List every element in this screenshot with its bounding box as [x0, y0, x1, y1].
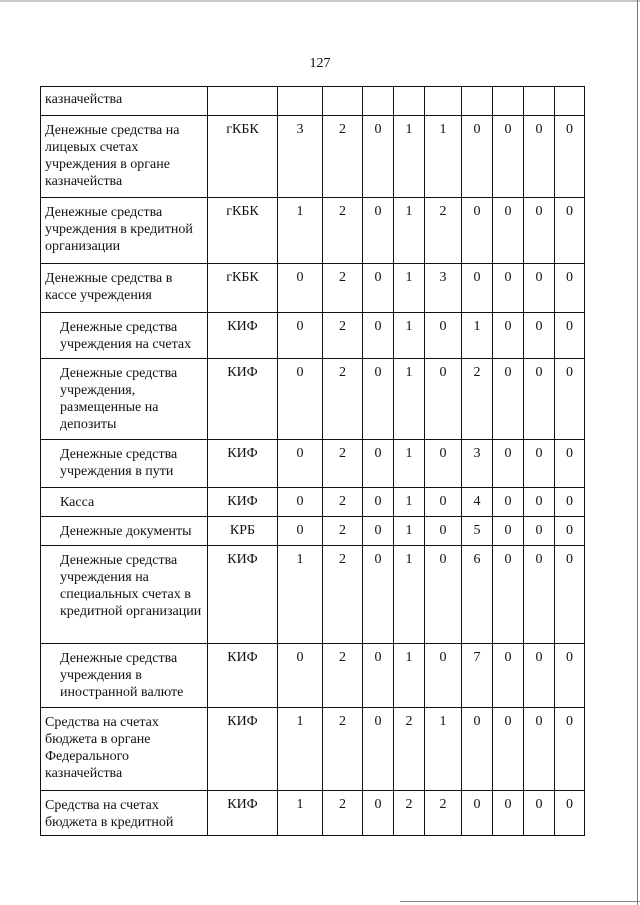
digit-cell: [493, 87, 524, 116]
digit-cell: 1: [462, 313, 493, 359]
digit-cell: 0: [278, 440, 323, 488]
digit-cell: 0: [462, 791, 493, 836]
digit-cell: 0: [278, 313, 323, 359]
digit-cell: 0: [524, 264, 555, 313]
page-top-edge: [0, 0, 640, 2]
digit-cell: 1: [278, 791, 323, 836]
digit-cell: 0: [524, 644, 555, 708]
row-code: гКБК: [208, 198, 278, 264]
digit-cell: 1: [394, 440, 425, 488]
digit-cell: 0: [524, 198, 555, 264]
digit-cell: 2: [323, 313, 363, 359]
digit-cell: 1: [394, 359, 425, 440]
digit-cell: 0: [278, 488, 323, 517]
digit-cell: 0: [425, 440, 462, 488]
digit-cell: 0: [493, 517, 524, 546]
digit-cell: 0: [493, 546, 524, 644]
digit-cell: 1: [394, 488, 425, 517]
digit-cell: 1: [394, 517, 425, 546]
digit-cell: 0: [493, 440, 524, 488]
digit-cell: 0: [493, 359, 524, 440]
row-code: КИФ: [208, 644, 278, 708]
digit-cell: [425, 87, 462, 116]
digit-cell: 1: [394, 644, 425, 708]
digit-cell: 0: [363, 116, 394, 198]
digit-cell: 0: [555, 313, 585, 359]
accounts-table: [40, 86, 585, 836]
digit-cell: 2: [323, 791, 363, 836]
digit-cell: 1: [278, 708, 323, 791]
digit-cell: 0: [278, 517, 323, 546]
row-name: Денежные средства учреждения в иностранной валюте: [41, 644, 208, 708]
digit-cell: 1: [425, 708, 462, 791]
digit-cell: 0: [555, 644, 585, 708]
digit-cell: 0: [493, 488, 524, 517]
digit-cell: [278, 87, 323, 116]
digit-cell: 2: [323, 708, 363, 791]
digit-cell: 2: [323, 517, 363, 546]
digit-cell: 0: [363, 359, 394, 440]
digit-cell: 0: [363, 198, 394, 264]
row-name: Денежные документы: [41, 517, 208, 546]
digit-cell: 2: [323, 359, 363, 440]
digit-cell: 0: [555, 198, 585, 264]
digit-cell: 0: [555, 116, 585, 198]
digit-cell: 0: [524, 359, 555, 440]
digit-cell: 0: [363, 517, 394, 546]
digit-cell: 2: [394, 791, 425, 836]
digit-cell: 2: [394, 708, 425, 791]
row-code: КИФ: [208, 313, 278, 359]
digit-cell: 1: [278, 198, 323, 264]
row-name: Денежные средства учреждения на специальных счетах в кредитной организации: [41, 546, 208, 644]
digit-cell: 0: [425, 488, 462, 517]
row-name: Касса: [41, 488, 208, 517]
table-row: [41, 517, 585, 546]
digit-cell: 0: [493, 644, 524, 708]
digit-cell: 0: [555, 517, 585, 546]
digit-cell: 0: [493, 116, 524, 198]
table-row: [41, 791, 585, 836]
row-name: Денежные средства на лицевых счетах учреждения в органе казначейства: [41, 116, 208, 198]
digit-cell: [323, 87, 363, 116]
digit-cell: 0: [524, 546, 555, 644]
digit-cell: 0: [462, 198, 493, 264]
row-name: Средства на счетах бюджета в кредитной: [41, 791, 208, 836]
digit-cell: 2: [425, 791, 462, 836]
digit-cell: 7: [462, 644, 493, 708]
digit-cell: 0: [278, 644, 323, 708]
table-row: [41, 359, 585, 440]
digit-cell: 0: [524, 440, 555, 488]
digit-cell: 1: [425, 116, 462, 198]
digit-cell: 0: [425, 644, 462, 708]
table-row: [41, 87, 585, 116]
row-code: КРБ: [208, 517, 278, 546]
digit-cell: 0: [524, 517, 555, 546]
digit-cell: 1: [394, 116, 425, 198]
digit-cell: 2: [323, 440, 363, 488]
digit-cell: 1: [394, 546, 425, 644]
digit-cell: [462, 87, 493, 116]
digit-cell: 1: [278, 546, 323, 644]
digit-cell: 3: [462, 440, 493, 488]
row-name: Денежные средства учреждения в кредитной организации: [41, 198, 208, 264]
digit-cell: 0: [524, 116, 555, 198]
table-row: [41, 198, 585, 264]
digit-cell: 0: [524, 488, 555, 517]
digit-cell: 3: [425, 264, 462, 313]
page-bottom-edge: [400, 901, 640, 902]
digit-cell: 0: [363, 440, 394, 488]
digit-cell: 0: [493, 313, 524, 359]
digit-cell: 0: [425, 546, 462, 644]
digit-cell: [394, 87, 425, 116]
digit-cell: 2: [323, 264, 363, 313]
table-row: [41, 440, 585, 488]
digit-cell: [555, 87, 585, 116]
row-code: КИФ: [208, 359, 278, 440]
digit-cell: 1: [394, 264, 425, 313]
row-name: Средства на счетах бюджета в органе Федерального казначейства: [41, 708, 208, 791]
digit-cell: 2: [323, 644, 363, 708]
digit-cell: 0: [555, 488, 585, 517]
row-code: КИФ: [208, 791, 278, 836]
digit-cell: 2: [323, 198, 363, 264]
digit-cell: 0: [493, 708, 524, 791]
digit-cell: 0: [555, 264, 585, 313]
digit-cell: 0: [462, 708, 493, 791]
digit-cell: 0: [524, 313, 555, 359]
digit-cell: 2: [462, 359, 493, 440]
digit-cell: 0: [555, 546, 585, 644]
digit-cell: 0: [425, 359, 462, 440]
row-code: КИФ: [208, 488, 278, 517]
digit-cell: 0: [425, 313, 462, 359]
digit-cell: 1: [394, 313, 425, 359]
digit-cell: 0: [363, 644, 394, 708]
digit-cell: 0: [524, 708, 555, 791]
digit-cell: 0: [555, 708, 585, 791]
row-name: Денежные средства учреждения на счетах: [41, 313, 208, 359]
digit-cell: 0: [555, 791, 585, 836]
row-name: Денежные средства учреждения в пути: [41, 440, 208, 488]
digit-cell: 4: [462, 488, 493, 517]
digit-cell: 2: [323, 488, 363, 517]
digit-cell: 0: [278, 359, 323, 440]
digit-cell: 0: [363, 546, 394, 644]
digit-cell: 0: [363, 488, 394, 517]
row-code: КИФ: [208, 546, 278, 644]
table-row: [41, 264, 585, 313]
digit-cell: 0: [493, 264, 524, 313]
digit-cell: 2: [425, 198, 462, 264]
digit-cell: 0: [493, 791, 524, 836]
digit-cell: [524, 87, 555, 116]
digit-cell: 5: [462, 517, 493, 546]
table-row: [41, 644, 585, 708]
digit-cell: 0: [363, 313, 394, 359]
page-right-edge: [637, 0, 638, 905]
digit-cell: 0: [363, 791, 394, 836]
digit-cell: 0: [555, 359, 585, 440]
digit-cell: 0: [462, 116, 493, 198]
row-code: гКБК: [208, 264, 278, 313]
table-body: [41, 87, 585, 836]
digit-cell: 0: [555, 440, 585, 488]
digit-cell: 0: [493, 198, 524, 264]
table-row: [41, 488, 585, 517]
digit-cell: 2: [323, 116, 363, 198]
row-name: Денежные средства в кассе учреждения: [41, 264, 208, 313]
table-row: [41, 313, 585, 359]
digit-cell: 6: [462, 546, 493, 644]
digit-cell: 0: [425, 517, 462, 546]
page-number: 127: [309, 56, 331, 71]
digit-cell: [363, 87, 394, 116]
table-row: [41, 116, 585, 198]
row-name: Денежные средства учреждения, размещенные на депозиты: [41, 359, 208, 440]
digit-cell: 2: [323, 546, 363, 644]
digit-cell: 0: [278, 264, 323, 313]
row-code: [208, 87, 278, 116]
row-code: КИФ: [208, 708, 278, 791]
digit-cell: 1: [394, 198, 425, 264]
digit-cell: 0: [524, 791, 555, 836]
table-row: [41, 708, 585, 791]
digit-cell: 0: [363, 264, 394, 313]
row-name: казначейства: [41, 87, 208, 116]
table-row: [41, 546, 585, 644]
digit-cell: 0: [363, 708, 394, 791]
digit-cell: 3: [278, 116, 323, 198]
digit-cell: 0: [462, 264, 493, 313]
row-code: КИФ: [208, 440, 278, 488]
row-code: гКБК: [208, 116, 278, 198]
